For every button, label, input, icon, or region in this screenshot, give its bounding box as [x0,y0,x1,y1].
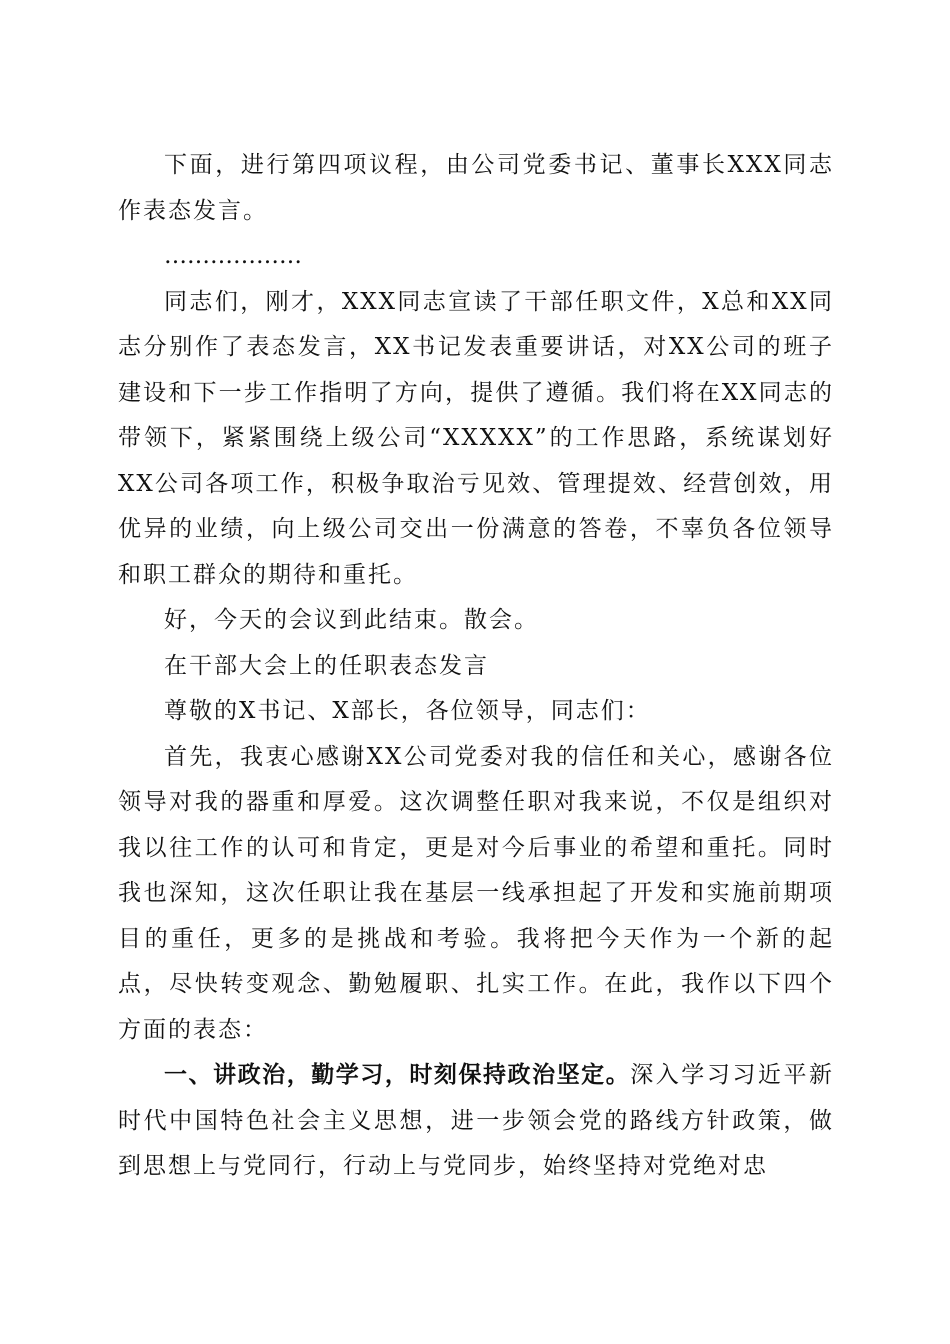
point-one-text: 深入学习习近平新时代中国特色社会主义思想，进一步领会党的路线方针政策，做到思想上与党同行，行动上与党同步，始终坚持对党绝对忠 [118,1062,835,1179]
paragraph-gratitude: 首先，我衷心感谢XX公司党委对我的信任和关心，感谢各位领导对我的器重和厚爱。这次调整任职对我来说，不仅是组织对我以往工作的认可和肯定，更是对今后事业的希望和重托。同时我也深知，这次任职让我在基层一线承担起了开发和实施前期项目的重任，更多的是挑战和考验。我将把今天作为一个新的起点，尽快转变观念、勤勉履职、扎实工作。在此，我作以下四个方面的表态： [118,743,834,1043]
document-body [118,143,834,1190]
paragraph-meeting-end: 好，今天的会议到此结束。散会。 [164,607,539,633]
paragraph-closing-remarks: 同志们，刚才，XXX同志宣读了干部任职文件，X总和XX同志分别作了表态发言，XX书记发表重要讲话，对XX公司的班子建设和下一步工作指明了方向，提供了遵循。我们将在XX同志的带领下，紧紧围绕上级公司“XXXXX”的工作思路，系统谋划好XX公司各项工作，积极争取治亏见效、管理提效、经营创效，用优异的业绩，向上级公司交出一份满意的答卷，不辜负各位领导和职工群众的期待和重托。 [118,288,834,588]
paragraph-point-one [118,1053,834,1190]
ellipsis-separator: ……………… [164,243,302,269]
speech-title: 在干部大会上的任职表态发言 [164,652,489,679]
speech-salutation: 尊敬的X书记、X部长，各位领导，同志们： [164,698,651,724]
paragraph-agenda-item-four: 下面，进行第四项议程，由公司党委书记、董事长XXX同志作表态发言。 [118,152,834,224]
point-one-heading: 一、讲政治，勤学习，时刻保持政治坚定。 [164,1062,631,1088]
